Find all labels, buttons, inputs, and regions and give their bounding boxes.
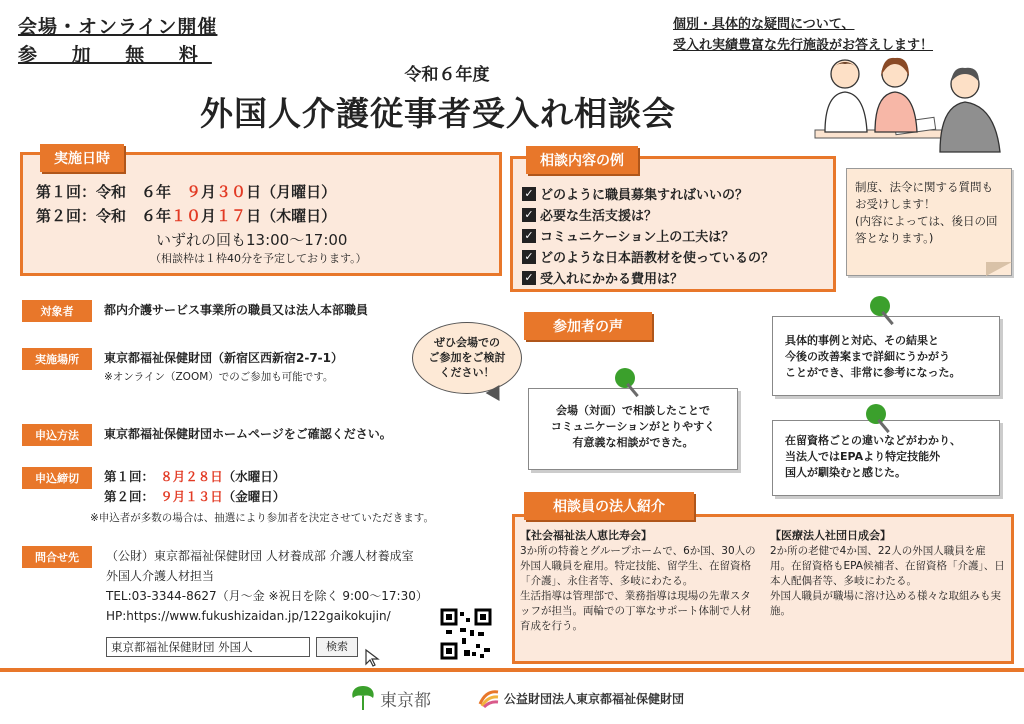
deadline-2-suffix: （金曜日） xyxy=(222,489,286,504)
contact-block xyxy=(106,546,428,626)
cursor-icon xyxy=(364,648,384,668)
checkbox-icon: ✓ xyxy=(522,208,536,222)
corp-2-name: 【医療法人社団日成会】 xyxy=(770,529,891,542)
tokyo-ginkgo-icon xyxy=(350,684,376,712)
example-item xyxy=(522,267,774,288)
target-label: 対象者 xyxy=(22,300,92,322)
deadline-1 xyxy=(104,467,285,487)
qr-code xyxy=(440,608,492,660)
voice-card-2: 具体的事例と対応、その結果と 今後の改善案まで詳細にうかがう ことができ、非常に参考になった。 xyxy=(772,316,1000,396)
pin-icon xyxy=(866,404,886,424)
corp-1-text: 3か所の特養とグループホームで、6か国、30人の外国人職員を雇用。特定技能、留学生、在留資格「介護」、永住者等、多岐にわたる。 生活指導は管理部で、業務指導は現場の先輩スタッフが担当。両輪での丁寧なサポート体制で人材育成を行う。 xyxy=(520,545,756,632)
contact-label: 問合せ先 xyxy=(22,546,92,568)
foundation-logo xyxy=(478,688,684,708)
checkbox-icon: ✓ xyxy=(522,271,536,285)
checkbox-icon: ✓ xyxy=(522,250,536,264)
date-2-day: １７ xyxy=(216,207,247,225)
example-item xyxy=(522,225,774,246)
speech-bubble: ぜひ会場での ご参加をご検討 ください！ xyxy=(412,322,522,394)
deadline-1-suffix: （水曜日） xyxy=(222,469,286,484)
dates-ribbon: 実施日時 xyxy=(40,144,124,172)
tokyo-logo-text: 東京都 xyxy=(380,690,431,711)
date-row-1 xyxy=(36,180,347,204)
tag-free: 参 加 無 料 xyxy=(18,44,212,66)
voices-ribbon: 参加者の声 xyxy=(524,312,652,340)
example-item xyxy=(522,246,774,267)
tag-venue-online: 会場・オンライン開催 xyxy=(18,16,218,38)
search-input[interactable]: 東京都福祉保健財団 外国人 xyxy=(106,637,310,657)
checkbox-icon: ✓ xyxy=(522,187,536,201)
deadline-2-prefix: 第２回： xyxy=(104,489,161,504)
voice-card-3: 在留資格ごとの違いなどがわかり、 当法人ではEPAより特定技能外 国人が馴染むと感じた。 xyxy=(772,420,1000,496)
sticky-note-fold xyxy=(986,262,1012,276)
pin-icon xyxy=(615,368,635,388)
examples-list xyxy=(522,183,774,288)
date-1-month: ９ xyxy=(186,183,202,201)
deadline-note: ※申込者が多数の場合は、抽選により参加者を決定させていただきます。 xyxy=(90,512,434,524)
corp-2 xyxy=(770,528,1006,619)
deadline-1-prefix: 第１回： xyxy=(104,469,161,484)
foundation-logo-icon xyxy=(478,688,500,708)
page-subtitle: 令和６年度 xyxy=(404,65,490,85)
deadline-label: 申込締切 xyxy=(22,467,92,489)
sticky-note: 制度、法令に関する質問もお受けします！ (内容によっては、後日の回答となります。) xyxy=(846,168,1012,276)
deadline-values xyxy=(104,467,285,507)
target-value: 都内介護サービス事業所の職員又は法人本部職員 xyxy=(104,303,369,317)
date-1-suffix: 日（月曜日） xyxy=(246,183,337,201)
apply-label: 申込方法 xyxy=(22,424,92,446)
examples-ribbon: 相談内容の例 xyxy=(526,146,638,174)
place-label: 実施場所 xyxy=(22,348,92,370)
contact-line-2: 外国人介護人材担当 xyxy=(106,569,215,583)
contact-hp[interactable]: HP:https://www.fukushizaidan.jp/122gaikokujin/ xyxy=(106,609,391,623)
corp-2-text: 2か所の老健で4か国、22人の外国人職員を雇用。在留資格もEPA候補者、在留資格「介護」、日本人配偶者等、多岐にわたる。 外国人職員が職場に溶け込める様々な取組みも実施。 xyxy=(770,545,1005,617)
example-text: 受入れにかかる費用は？ xyxy=(540,272,684,287)
corps-ribbon: 相談員の法人紹介 xyxy=(524,492,694,520)
date-1-day: ３０ xyxy=(216,183,247,201)
footer-divider xyxy=(0,668,1024,672)
date-2-month: １０ xyxy=(171,207,202,225)
date-1-month-unit: 月 xyxy=(201,183,217,201)
intro-line-1: 個別・具体的な疑問について、 xyxy=(673,17,855,32)
corp-1 xyxy=(520,528,760,634)
example-item xyxy=(522,204,774,225)
consultation-illustration xyxy=(805,52,1010,162)
date-time: いずれの回も13:00～17:00 xyxy=(156,231,348,249)
contact-tel: TEL:03-3344-8627（月～金 ※祝日を除く 9:00～17:30） xyxy=(106,589,428,603)
tokyo-logo xyxy=(350,684,431,712)
example-text: どのように職員募集すればいいの？ xyxy=(540,188,749,203)
dates-note: （相談枠は１枠40分を予定しております。） xyxy=(150,252,367,265)
date-2-prefix: 第２回：令和 ６年 xyxy=(36,207,172,225)
deadline-2-date: ９月１３日 xyxy=(160,489,223,504)
apply-value: 東京都福祉保健財団ホームページをご確認ください。 xyxy=(104,427,392,441)
date-2-suffix: 日（木曜日） xyxy=(246,207,337,225)
page-title: 外国人介護従事者受入れ相談会 xyxy=(200,94,676,133)
voice-card-1: 会場（対面）で相談したことで コミュニケーションがとりやすく 有意義な相談ができた。 xyxy=(528,388,738,470)
foundation-logo-text: 公益財団法人東京都福祉保健財団 xyxy=(504,691,685,706)
deadline-2 xyxy=(104,487,285,507)
search-button[interactable]: 検索 xyxy=(316,637,358,657)
example-text: コミュニケーション上の工夫は？ xyxy=(540,230,735,245)
date-2-month-unit: 月 xyxy=(201,207,217,225)
place-value: 東京都福祉保健財団（新宿区西新宿2-7-1） xyxy=(104,351,344,365)
date-1-prefix: 第１回：令和 ６年 xyxy=(36,183,187,201)
intro-line-2: 受入れ実績豊富な先行施設がお答えします！ xyxy=(673,38,934,53)
example-text: どのような日本語教材を使っているの？ xyxy=(540,251,775,266)
corp-1-name: 【社会福祉法人恵比寿会】 xyxy=(520,529,652,542)
example-text: 必要な生活支援は？ xyxy=(540,209,658,224)
place-note: ※オンライン（ZOOM）でのご参加も可能です。 xyxy=(104,371,334,383)
checkbox-icon: ✓ xyxy=(522,229,536,243)
contact-line-1: （公財）東京都福祉保健財団 人材養成部 介護人材養成室 xyxy=(106,549,414,563)
deadline-1-date: ８月２８日 xyxy=(160,469,223,484)
intro-text xyxy=(673,14,933,56)
example-item xyxy=(522,183,774,204)
pin-icon xyxy=(870,296,890,316)
date-row-2 xyxy=(36,204,347,228)
dates-content xyxy=(36,180,347,252)
